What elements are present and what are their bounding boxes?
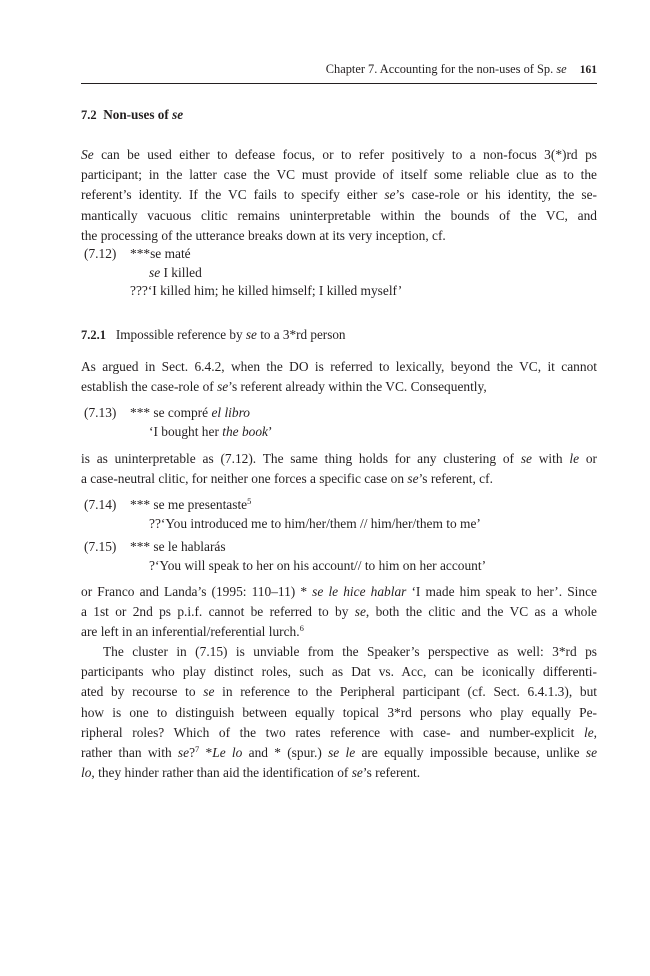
text-run: is as uninterpretable as (7.12). The same thing holds for any clustering of — [81, 451, 521, 466]
section-title: Non-uses of — [103, 107, 169, 122]
text-run: are equally impossible because, unlike — [355, 744, 586, 760]
paragraph-line: participants who play distinct roles, such as Dat vs. Acc, can be iconically differenti- — [81, 664, 597, 680]
paragraph-line: how is one to distinguish between equally topical 3*rd persons who play equally Pe- — [81, 704, 597, 720]
text-run: ‘I made him speak to her’. Since — [406, 584, 597, 599]
text-italic: se le — [328, 744, 356, 760]
text-italic: lo — [81, 765, 92, 781]
text-run: establish the case-role of — [81, 379, 218, 395]
paragraph-line: mantically vacuous clitic remains uninterpretable within the bounds of the VC, and — [81, 207, 597, 223]
text-run: or — [579, 451, 597, 466]
paragraph-4 — [81, 582, 597, 643]
example-number: (7.15) — [84, 539, 117, 554]
text-run: ? — [189, 744, 196, 760]
subsection-title: Impossible reference by — [115, 327, 243, 342]
page-number: 161 — [579, 64, 597, 76]
subsection-title-italic: se — [245, 327, 257, 342]
paragraph-line — [81, 602, 597, 622]
text-italic: se — [354, 604, 366, 620]
text-italic: se — [177, 744, 190, 760]
text-italic: se — [384, 187, 396, 203]
paragraph-line — [81, 185, 597, 205]
example-number: (7.12) — [84, 246, 117, 261]
section-heading — [81, 106, 183, 124]
paragraph-3 — [81, 449, 597, 489]
text-italic: se — [217, 379, 229, 395]
footnote-marker: 6 — [299, 623, 304, 634]
text-run: are left in an inferential/referential lurch. — [81, 624, 300, 640]
section-number: 7.2 — [81, 108, 97, 122]
text-run: can be used either to defease focus, or to refer positively to a non-focus 3(*)rd ps — [93, 147, 597, 162]
paragraph-line: As argued in Sect. 6.4.2, when the DO is referred to lexically, beyond the VC, it cannot — [81, 359, 597, 374]
example-gloss — [149, 264, 202, 282]
text-italic: se — [585, 744, 598, 760]
text-run: a 1st or 2nd ps p.i.f. cannot be referred to by — [81, 604, 355, 620]
text-run: ’s case-role or his identity, the se- — [395, 187, 597, 203]
section-title-italic: se — [172, 107, 184, 122]
text-italic: se — [407, 471, 419, 487]
example-translation: ?‘You will speak to her on his account// to him on her account’ — [149, 557, 487, 573]
text-italic: se le hice hablar — [312, 584, 407, 599]
paragraph-line — [81, 622, 597, 642]
text-italic: se — [203, 684, 215, 700]
text-italic: se — [351, 765, 363, 781]
text-italic: se — [149, 264, 161, 280]
example-translation: ??‘You introduced me to him/her/them // him/her/them to me’ — [149, 515, 481, 531]
footnote-marker: 7 — [195, 743, 200, 754]
paragraph-line: participant; in the latter case the VC must provide of itself some reliable clue as to the — [81, 167, 597, 183]
example-line: *** se le hablarás — [130, 539, 226, 554]
example-line — [130, 496, 251, 514]
text-run: * — [199, 744, 213, 760]
header-rule — [81, 83, 597, 84]
paragraph-line — [81, 469, 597, 489]
text-run: , both the clitic and the VC as a whole — [365, 604, 597, 620]
text-italic: le — [583, 724, 594, 740]
paragraph-line — [81, 582, 597, 602]
paragraph-line — [81, 449, 597, 469]
text-run: ated by recourse to — [81, 684, 204, 700]
paragraph-line — [81, 145, 597, 165]
text-run: ’s referent. — [362, 765, 421, 781]
text-run: referent’s identity. If the VC fails to specify either — [81, 187, 385, 203]
text-run: , — [593, 724, 597, 740]
text-italic: Le lo — [212, 744, 243, 760]
text-run: a case-neutral clitic, for neither one forces a specific case on — [81, 471, 408, 487]
text-run: with — [531, 451, 570, 466]
text-run: or Franco and Landa’s (1995: 110–11) * — [81, 584, 313, 599]
text-run: , they hinder rather than aid the identification of — [91, 765, 352, 781]
paragraph-line — [81, 682, 597, 702]
running-head — [326, 62, 597, 78]
paragraph-line: the processing of the utterance breaks down at its very inception, cf. — [81, 227, 446, 243]
example-translation — [149, 423, 272, 441]
text-run: ‘I bought her — [149, 423, 223, 439]
text-italic: el libro — [211, 405, 250, 420]
running-head-chapter: Chapter 7. Accounting for the non-uses of Sp. — [325, 62, 554, 76]
text-run: rather than with — [81, 744, 178, 760]
subsection-number: 7.2.1 — [81, 328, 106, 342]
text-run: *** se compré — [130, 405, 212, 420]
paragraph-line — [81, 743, 597, 763]
example-translation: ???‘I killed him; he killed himself; I killed myself’ — [130, 283, 403, 298]
text-italic: le — [569, 451, 580, 466]
text-run: and * (spur.) — [242, 744, 329, 760]
running-head-chapter-italic: se — [556, 62, 567, 76]
text-run: I killed — [160, 264, 202, 280]
paragraph-line: The cluster in (7.15) is unviable from the Speaker’s perspective as well: 3*rd ps — [103, 644, 597, 659]
example-number: (7.14) — [84, 497, 117, 512]
subsection-heading — [81, 326, 346, 344]
paragraph-line — [81, 723, 597, 743]
text-run: ripheral roles? Which of the two rates reference with case- and number-explicit — [81, 724, 584, 740]
subsection-title-end: to a 3*rd person — [256, 327, 346, 342]
example-line: ***se maté — [130, 246, 191, 261]
paragraph-5 — [81, 642, 597, 783]
paragraph-line — [81, 763, 597, 783]
text-run: in reference to the Peripheral participant (cf. Sect. 6.4.1.3), but — [214, 684, 597, 700]
text-run: ’s referent already within the VC. Consequently, — [228, 379, 487, 395]
example-number: (7.13) — [84, 405, 117, 420]
paragraph-line — [81, 377, 597, 397]
paragraph-2 — [81, 357, 597, 397]
text-italic: se — [520, 451, 532, 466]
text-run: *** se me presentaste — [130, 497, 248, 512]
footnote-marker: 5 — [247, 496, 252, 506]
example-line — [130, 404, 250, 422]
text-run: ’s referent, cf. — [418, 471, 493, 487]
paragraph-1 — [81, 145, 597, 246]
text-run: ’ — [268, 423, 273, 439]
text-italic: the book — [222, 423, 269, 439]
text-italic: Se — [81, 147, 94, 162]
